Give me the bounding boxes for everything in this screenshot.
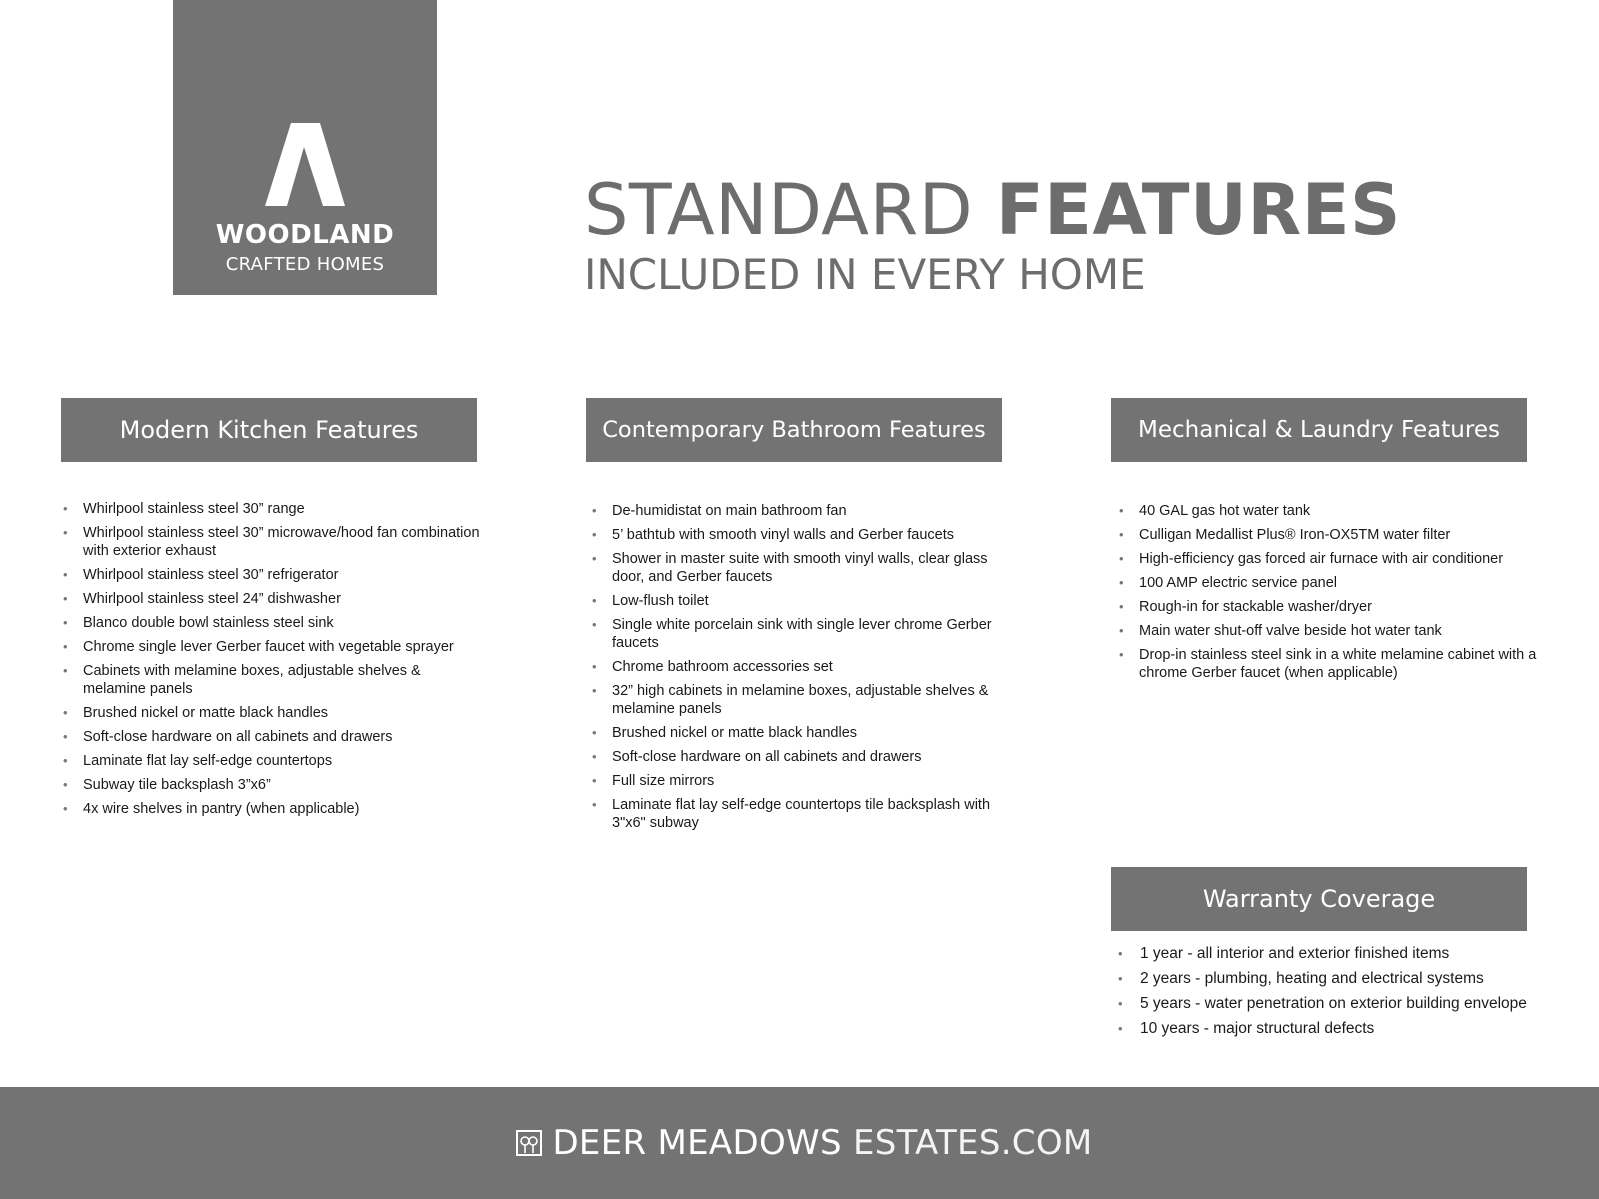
list-item: • Soft-close hardware on all cabinets and drawers — [61, 728, 481, 746]
list-item: • Whirlpool stainless steel 30” refrigerator — [61, 566, 481, 584]
list-item: • Culligan Medallist Plus® Iron-OX5TM water filter — [1117, 526, 1537, 544]
list-item: • Soft-close hardware on all cabinets and drawers — [590, 748, 1010, 766]
footer-bold-text: DEER MEADOWS — [552, 1123, 842, 1163]
list-item: • Rough-in for stackable washer/dryer — [1117, 598, 1537, 616]
list-item: • Subway tile backsplash 3”x6” — [61, 776, 481, 794]
list-item: • De-humidistat on main bathroom fan — [590, 502, 1010, 520]
list-item: • Shower in master suite with smooth vinyl walls, clear glass door, and Gerber faucets — [590, 550, 1010, 586]
list-item: • 40 GAL gas hot water tank — [1117, 502, 1537, 520]
bathroom-feature-list — [590, 502, 1010, 838]
list-item: • 4x wire shelves in pantry (when applicable) — [61, 800, 481, 818]
list-item: • 10 years - major structural defects — [1112, 1019, 1582, 1038]
list-item: • Cabinets with melamine boxes, adjustable shelves & melamine panels — [61, 662, 481, 698]
title-main — [584, 168, 1401, 252]
list-item: • 5 years - water penetration on exterior building envelope — [1112, 994, 1582, 1013]
list-item: • 32” high cabinets in melamine boxes, adjustable shelves & melamine panels — [590, 682, 1010, 718]
title-subtitle: INCLUDED IN EVERY HOME — [584, 250, 1146, 299]
list-item: • Laminate flat lay self-edge countertops tile backsplash with 3"x6" subway — [590, 796, 1010, 832]
brand-logo — [173, 0, 437, 295]
bathroom-heading: Contemporary Bathroom Features — [586, 398, 1002, 462]
footer-brand — [516, 1123, 1092, 1163]
list-item: • Low-flush toilet — [590, 592, 1010, 610]
estate-logo-icon — [516, 1130, 542, 1156]
list-item: • Chrome bathroom accessories set — [590, 658, 1010, 676]
kitchen-heading: Modern Kitchen Features — [61, 398, 477, 462]
list-item: • 5’ bathtub with smooth vinyl walls and Gerber faucets — [590, 526, 1010, 544]
footer-light-text: ESTATES.COM — [852, 1123, 1093, 1163]
logo-tagline: CRAFTED HOMES — [225, 254, 385, 275]
warranty-heading: Warranty Coverage — [1111, 867, 1527, 931]
footer-banner — [0, 1087, 1599, 1199]
list-item: • Whirlpool stainless steel 24” dishwasher — [61, 590, 481, 608]
title-light: STANDARD — [584, 169, 996, 251]
list-item: • 100 AMP electric service panel — [1117, 574, 1537, 592]
title-bold: FEATURES — [995, 169, 1401, 251]
warranty-list — [1112, 944, 1582, 1044]
list-item: • Brushed nickel or matte black handles — [590, 724, 1010, 742]
list-item: • Whirlpool stainless steel 30” microwave/hood fan combination with exterior exhaust — [61, 524, 481, 560]
logo-name: WOODLAND — [215, 220, 395, 250]
list-item: • 1 year - all interior and exterior finished items — [1112, 944, 1582, 963]
kitchen-feature-list — [61, 500, 481, 824]
mechanical-feature-list — [1117, 502, 1537, 688]
list-item: • Blanco double bowl stainless steel sink — [61, 614, 481, 632]
list-item: • Full size mirrors — [590, 772, 1010, 790]
list-item: • Drop-in stainless steel sink in a white melamine cabinet with a chrome Gerber faucet (when applicable) — [1117, 646, 1537, 682]
mechanical-heading: Mechanical & Laundry Features — [1111, 398, 1527, 462]
triangle-a-logo-icon — [265, 123, 345, 206]
list-item: • Single white porcelain sink with single lever chrome Gerber faucets — [590, 616, 1010, 652]
list-item: • High-efficiency gas forced air furnace with air conditioner — [1117, 550, 1537, 568]
list-item: • Chrome single lever Gerber faucet with vegetable sprayer — [61, 638, 481, 656]
list-item: • 2 years - plumbing, heating and electrical systems — [1112, 969, 1582, 988]
list-item: • Brushed nickel or matte black handles — [61, 704, 481, 722]
footer-website — [552, 1123, 1092, 1163]
list-item: • Main water shut-off valve beside hot water tank — [1117, 622, 1537, 640]
list-item: • Laminate flat lay self-edge countertops — [61, 752, 481, 770]
page-title — [584, 168, 1401, 300]
list-item: • Whirlpool stainless steel 30” range — [61, 500, 481, 518]
